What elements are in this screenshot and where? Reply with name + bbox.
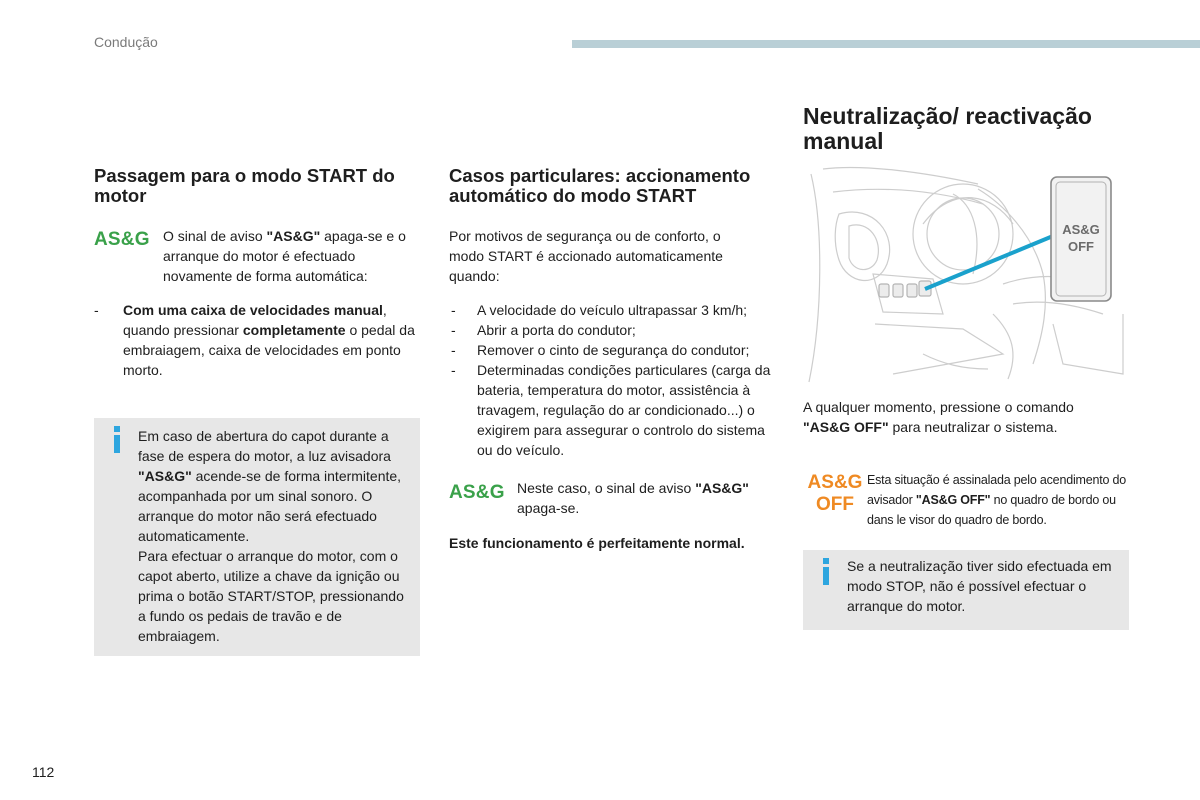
column-particular-cases (449, 166, 779, 553)
pointer-line (925, 236, 1053, 289)
normal-operation-note: Este funcionamento é perfeitamente normal. (449, 535, 745, 551)
asg-warning-text: O sinal de aviso "AS&G" apaga-se e o arranque do motor é efectuado novamente de forma automática: (163, 228, 406, 284)
column-manual-neutralisation (803, 104, 1133, 154)
asg-off-button-label-2: OFF (1068, 239, 1094, 254)
dashboard-drawing (803, 164, 1131, 386)
particular-cases-intro: Por motivos de segurança ou de conforto, o modo START é accionado automaticamente quando: (449, 228, 723, 284)
manual-gearbox-item: - Com uma caixa de velocidades manual, quando pressionar completamente o pedal da embraiagem, caixa de velocidades em ponto morto. (94, 300, 424, 380)
asg-warning-row (94, 226, 424, 286)
column-start-mode (94, 166, 424, 380)
heading-particular-cases: Casos particulares: accionamento automático do modo START (449, 165, 751, 206)
asg-off-warning-row (803, 470, 1131, 530)
info-stop-mode-text: Se a neutralização tiver sido efectuada em modo STOP, não é possível efectuar o arranque do motor. (847, 558, 1112, 614)
info-box-stop-mode (803, 550, 1129, 630)
info-bonnet-instructions: Para efectuar o arranque do motor, com o capot aberto, utilize a chave da ignição ou prima o botão START/STOP, pressionando a fundo os pedais de travão e de embraiagem. (138, 548, 404, 644)
asg-warning-row-2 (449, 478, 779, 518)
asg-warning-icon: AS&G (449, 482, 505, 503)
heading-manual-neutralisation: Neutralização/ reactivação manual (803, 103, 1092, 154)
list-item: - Determinadas condições particulares (carga da bateria, temperatura do motor, assistência à travagem, regulação do ar condicionado...) o exigirem para assegurar o controlo do sistema ou do veículo. (449, 360, 779, 460)
asg-warning-text-2: Neste caso, o sinal de aviso "AS&G" apaga-se. (517, 480, 749, 516)
list-item: - Remover o cinto de segurança do condutor; (449, 340, 779, 360)
section-header: Condução (94, 34, 158, 50)
press-command-text: A qualquer momento, pressione o comando "AS&G OFF" para neutralizar o sistema. (803, 399, 1074, 435)
info-icon (112, 426, 122, 453)
info-box-bonnet (94, 418, 420, 656)
info-icon (821, 558, 831, 585)
heading-start-mode: Passagem para o modo START do motor (94, 165, 395, 206)
page-number: 112 (32, 764, 55, 780)
asg-off-warning-text: Esta situação é assinalada pelo acendimento do avisador "AS&G OFF" no quadro de bordo ou dans le visor do quadro de bordo. (867, 473, 1127, 527)
header-bar (572, 40, 1200, 48)
asg-warning-icon: AS&G (94, 229, 150, 250)
asg-off-warning-icon: AS&G OFF (807, 472, 863, 515)
manual-gearbox-text: Com uma caixa de velocidades manual, quando pressionar completamente o pedal da embraiagem, caixa de velocidades em ponto morto. (123, 302, 415, 378)
list-item: - Abrir a porta do condutor; (449, 320, 779, 340)
particular-cases-list (449, 300, 779, 460)
list-item: - A velocidade do veículo ultrapassar 3 km/h; (449, 300, 779, 320)
info-bonnet-text: Em caso de abertura do capot durante a fase de espera do motor, a luz avisadora "AS&G" acende-se de forma intermitente, acompanhada por um sinal sonoro. O arranque do motor não será efectuado automaticamente. (138, 428, 402, 544)
asg-off-button-label-1: AS&G (1062, 222, 1100, 237)
dashboard-illustration (803, 164, 1131, 386)
